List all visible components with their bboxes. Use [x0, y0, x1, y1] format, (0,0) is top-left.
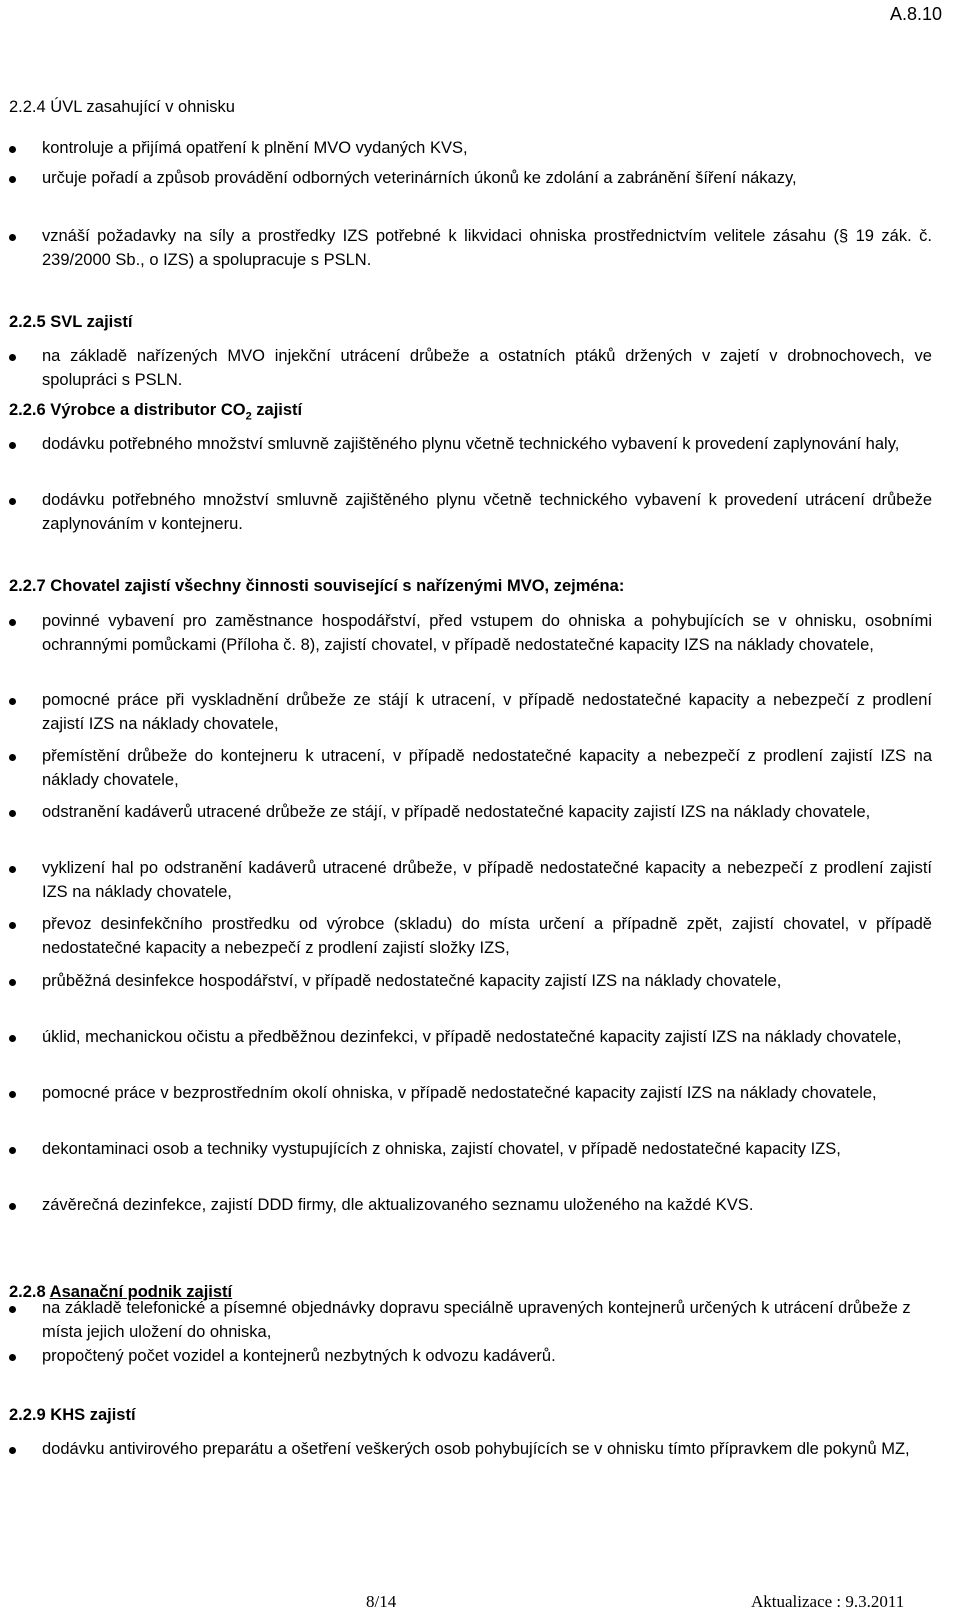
- list-item: vznáší požadavky na síly a prostředky IZS potřebné k likvidaci ohniska prostřednictvím velitele zásahu (§ 19 zák. č. 239/2000 Sb., o IZS) a spolupracuje s PSLN.: [42, 225, 932, 272]
- bullet-icon: [9, 354, 16, 361]
- list-item: určuje pořadí a způsob provádění odborných veterinárních úkonů ke zdolání a zabránění šíření nákazy,: [42, 167, 932, 191]
- section-heading-2-2-6: 2.2.6 Výrobce a distributor $CO_2$ zajistí: [9, 401, 303, 423]
- bullet-icon: [9, 1035, 16, 1042]
- bullet-icon: [9, 176, 16, 183]
- bullet-icon: [9, 498, 16, 505]
- list-item: kontroluje a přijímá opatření k plnění MVO vydaných KVS,: [42, 137, 932, 161]
- bullet-icon: [9, 810, 16, 817]
- section-heading-2-2-9: 2.2.9 KHS zajistí: [9, 1406, 136, 1424]
- list-item: průběžná desinfekce hospodářství, v případě nedostatečné kapacity zajistí IZS na náklady chovatele,: [42, 970, 932, 994]
- bullet-icon: [9, 1091, 16, 1098]
- bullet-icon: [9, 866, 16, 873]
- list-item: dodávku potřebného množství smluvně zajištěného plynu včetně technického vybavení k provedení utrácení drůbeže zaplynováním v kontejneru.: [42, 489, 932, 536]
- bullet-icon: [9, 922, 16, 929]
- section-heading-2-2-5: 2.2.5 SVL zajistí: [9, 313, 133, 331]
- list-item: odstranění kadáverů utracené drůbeže ze stájí, v případě nedostatečné kapacity zajistí IZS na náklady chovatele,: [42, 801, 932, 825]
- section-heading-2-2-4: 2.2.4 ÚVL zasahující v ohnisku: [9, 98, 235, 116]
- list-item: závěrečná dezinfekce, zajistí DDD firmy, dle aktualizovaného seznamu uloženého na každé KVS.: [42, 1194, 932, 1218]
- list-item: povinné vybavení pro zaměstnance hospodářství, před vstupem do ohniska a pohybujících se v ohnisku, osobními ochrannými pomůckami (Příloha č. 8), zajistí chovatel, v případě nedostatečné kapacity IZS na náklady chovatele,: [42, 610, 932, 657]
- list-item: na základě nařízených MVO injekční utrácení drůbeže a ostatních ptáků držených v zajetí v drobnochovech, ve spolupráci s PSLN.: [42, 345, 932, 392]
- list-item: na základě telefonické a písemné objednávky dopravu speciálně upravených kontejnerů určených k utrácení drůbeže z místa jejich uložení do ohniska,: [42, 1297, 932, 1344]
- bullet-icon: [9, 1306, 16, 1313]
- list-item: přemístění drůbeže do kontejneru k utracení, v případě nedostatečné kapacity a nebezpečí z prodlení zajistí IZS na náklady chovatele,: [42, 745, 932, 792]
- bullet-icon: [9, 234, 16, 241]
- list-item: propočtený počet vozidel a kontejnerů nezbytných k odvozu kadáverů.: [42, 1345, 932, 1369]
- list-item: dekontaminaci osob a techniky vystupujících z ohniska, zajistí chovatel, v případě nedostatečné kapacity IZS,: [42, 1138, 932, 1162]
- footer-page-number: 8/14: [366, 1592, 397, 1611]
- list-item: pomocné práce v bezprostředním okolí ohniska, v případě nedostatečné kapacity zajistí IZS na náklady chovatele,: [42, 1082, 932, 1106]
- list-item: vyklizení hal po odstranění kadáverů utracené drůbeže, v případě nedostatečné kapacity a nebezpečí z prodlení zajistí IZS na náklady chovatele,: [42, 857, 932, 904]
- section-heading-2-2-7: 2.2.7 Chovatel zajistí všechny činnosti související s nařízenými MVO, zejména:: [9, 577, 625, 595]
- bullet-icon: [9, 754, 16, 761]
- bullet-icon: [9, 442, 16, 449]
- bullet-icon: [9, 1447, 16, 1454]
- list-item: pomocné práce při vyskladnění drůbeže ze stájí k utracení, v případě nedostatečné kapacity a nebezpečí z prodlení zajistí IZS na náklady chovatele,: [42, 689, 932, 736]
- bullet-icon: [9, 979, 16, 986]
- bullet-icon: [9, 619, 16, 626]
- bullet-icon: [9, 698, 16, 705]
- list-item: převoz desinfekčního prostředku od výrobce (skladu) do místa určení a případně zpět, zajistí chovatel, v případě nedostatečné kapacity a nebezpečí z prodlení zajistí složky IZS,: [42, 913, 932, 960]
- bullet-icon: [9, 1354, 16, 1361]
- bullet-icon: [9, 146, 16, 153]
- page-identifier: A.8.10: [889, 4, 942, 24]
- footer-update-date: Aktualizace : 9.3.2011: [751, 1592, 905, 1611]
- list-item: dodávku antivirového preparátu a ošetření veškerých osob pohybujících se v ohnisku tímto přípravkem dle pokynů MZ,: [42, 1438, 932, 1462]
- bullet-icon: [9, 1147, 16, 1154]
- list-item: úklid, mechanickou očistu a předběžnou dezinfekci, v případě nedostatečné kapacity zajistí IZS na náklady chovatele,: [42, 1026, 932, 1050]
- list-item: dodávku potřebného množství smluvně zajištěného plynu včetně technického vybavení k provedení zaplynování haly,: [42, 433, 932, 457]
- bullet-icon: [9, 1203, 16, 1210]
- section-heading-2-2-8: 2.2.8 Asanační podnik zajistí: [9, 1283, 233, 1301]
